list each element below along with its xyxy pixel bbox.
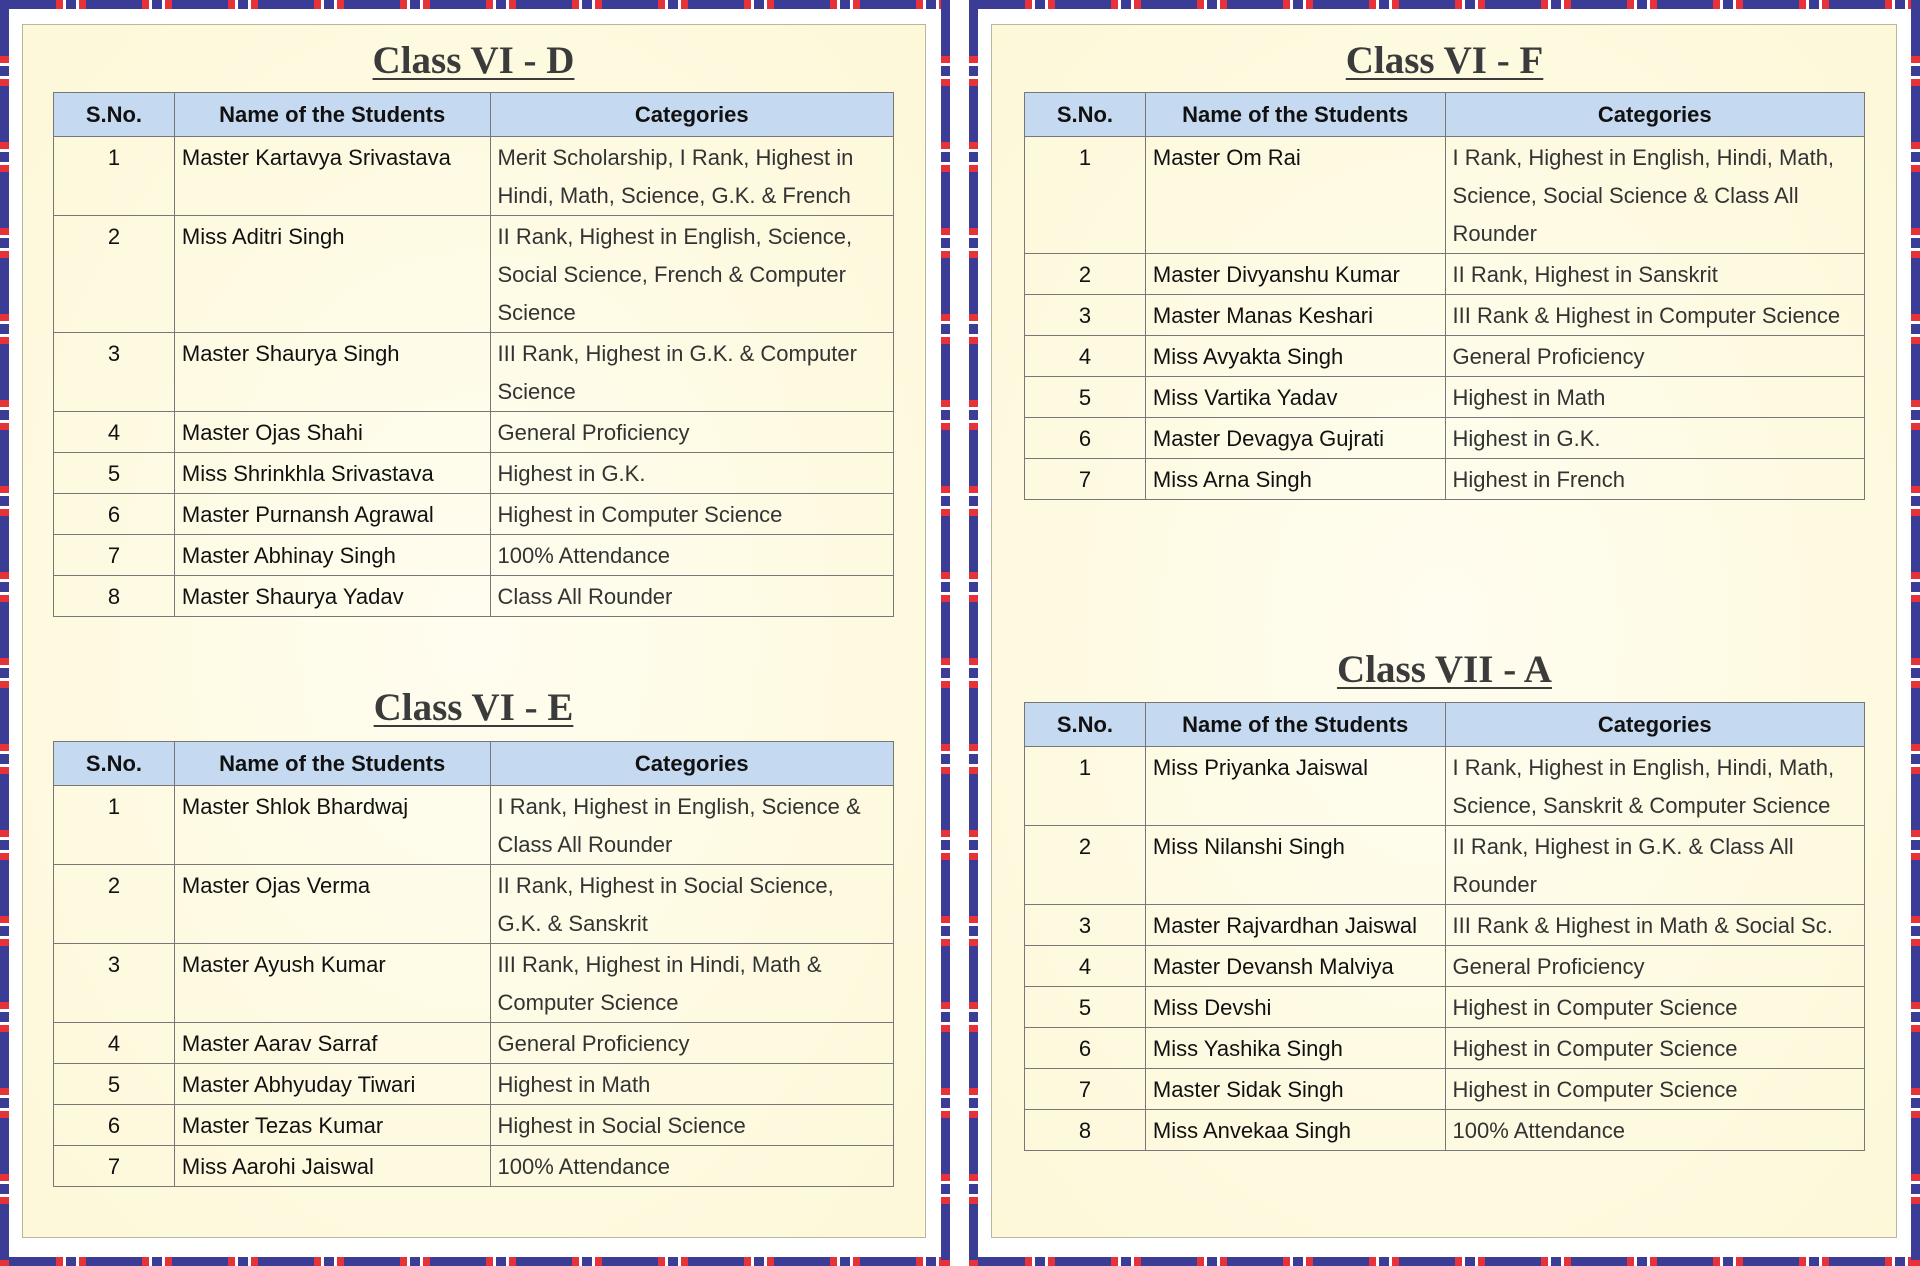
student-name: Master Purnansh Agrawal — [174, 494, 490, 535]
table-row — [1025, 418, 1865, 459]
table-row — [1025, 295, 1865, 336]
serial-number: 1 — [54, 786, 175, 865]
header-row — [1025, 703, 1865, 747]
table-row — [1025, 905, 1865, 946]
section-title: Class VI - D — [372, 39, 575, 82]
header-name: Name of the Students — [1145, 93, 1445, 137]
serial-number: 7 — [54, 535, 175, 576]
serial-number: 2 — [1025, 254, 1146, 295]
table-row — [1025, 946, 1865, 987]
serial-number: 1 — [54, 137, 175, 216]
header-name: Name of the Students — [1145, 703, 1445, 747]
table-row — [54, 944, 894, 1023]
border-top — [969, 0, 1920, 9]
categories: III Rank & Highest in Math & Social Sc. — [1445, 905, 1864, 946]
student-name: Miss Arna Singh — [1145, 459, 1445, 500]
table-row — [54, 786, 894, 865]
categories: II Rank, Highest in Social Science, G.K. & Sanskrit — [490, 865, 894, 944]
student-name: Miss Aditri Singh — [174, 216, 490, 333]
serial-number: 3 — [54, 333, 175, 412]
header-categories: Categories — [490, 93, 894, 137]
header-row — [54, 742, 894, 786]
border-right — [941, 0, 950, 1266]
student-name: Miss Shrinkhla Srivastava — [174, 453, 490, 494]
categories: III Rank, Highest in Hindi, Math & Computer Science — [490, 944, 894, 1023]
serial-number: 2 — [54, 216, 175, 333]
student-name: Master Aarav Sarraf — [174, 1023, 490, 1064]
header-row — [54, 93, 894, 137]
categories: Highest in French — [1445, 459, 1864, 500]
categories: II Rank, Highest in Sanskrit — [1445, 254, 1864, 295]
categories: I Rank, Highest in English, Science & Class All Rounder — [490, 786, 894, 865]
student-name: Miss Aarohi Jaiswal — [174, 1146, 490, 1187]
table-row — [54, 216, 894, 333]
serial-number: 2 — [54, 865, 175, 944]
student-name: Miss Priyanka Jaiswal — [1145, 747, 1445, 826]
categories: 100% Attendance — [1445, 1110, 1864, 1151]
student-name: Master Kartavya Srivastava — [174, 137, 490, 216]
categories: General Proficiency — [1445, 946, 1864, 987]
table-row — [1025, 747, 1865, 826]
students-table — [53, 741, 894, 1187]
table-row — [54, 535, 894, 576]
student-name: Miss Avyakta Singh — [1145, 336, 1445, 377]
student-name: Master Shaurya Yadav — [174, 576, 490, 617]
border-right — [1911, 0, 1920, 1266]
table-row — [1025, 1028, 1865, 1069]
border-bottom — [969, 1257, 1920, 1266]
table-row — [54, 453, 894, 494]
student-name: Master Manas Keshari — [1145, 295, 1445, 336]
student-name: Master Ayush Kumar — [174, 944, 490, 1023]
categories: Class All Rounder — [490, 576, 894, 617]
header-categories: Categories — [1445, 703, 1864, 747]
categories: Highest in Computer Science — [1445, 987, 1864, 1028]
serial-number: 7 — [1025, 459, 1146, 500]
header-name: Name of the Students — [174, 93, 490, 137]
student-name: Master Rajvardhan Jaiswal — [1145, 905, 1445, 946]
categories: Highest in Social Science — [490, 1105, 894, 1146]
student-name: Master Devagya Gujrati — [1145, 418, 1445, 459]
header-sno: S.No. — [1025, 703, 1146, 747]
categories: General Proficiency — [1445, 336, 1864, 377]
student-name: Master Ojas Shahi — [174, 412, 490, 453]
categories: Merit Scholarship, I Rank, Highest in Hindi, Math, Science, G.K. & French — [490, 137, 894, 216]
border-top — [0, 0, 950, 9]
table-row — [54, 576, 894, 617]
serial-number: 3 — [1025, 905, 1146, 946]
section-title: Class VII - A — [1337, 648, 1552, 691]
categories: II Rank, Highest in G.K. & Class All Rounder — [1445, 826, 1864, 905]
students-table — [1024, 92, 1865, 500]
table-row — [1025, 1110, 1865, 1151]
serial-number: 6 — [1025, 1028, 1146, 1069]
table-row — [54, 865, 894, 944]
categories: Highest in Computer Science — [490, 494, 894, 535]
categories: Highest in Math — [490, 1064, 894, 1105]
student-name: Master Divyanshu Kumar — [1145, 254, 1445, 295]
border-bottom — [0, 1257, 950, 1266]
categories: II Rank, Highest in English, Science, Social Science, French & Computer Science — [490, 216, 894, 333]
categories: Highest in Math — [1445, 377, 1864, 418]
student-name: Master Abhyuday Tiwari — [174, 1064, 490, 1105]
serial-number: 5 — [1025, 377, 1146, 418]
serial-number: 3 — [54, 944, 175, 1023]
table-row — [1025, 459, 1865, 500]
table-row — [54, 137, 894, 216]
categories: I Rank, Highest in English, Hindi, Math, Science, Sanskrit & Computer Science — [1445, 747, 1864, 826]
header-row — [1025, 93, 1865, 137]
table-row — [1025, 1069, 1865, 1110]
serial-number: 6 — [54, 1105, 175, 1146]
student-name: Miss Nilanshi Singh — [1145, 826, 1445, 905]
categories: General Proficiency — [490, 412, 894, 453]
header-categories: Categories — [1445, 93, 1864, 137]
categories: 100% Attendance — [490, 535, 894, 576]
serial-number: 8 — [1025, 1110, 1146, 1151]
serial-number: 1 — [1025, 137, 1146, 254]
table-row — [54, 412, 894, 453]
categories: Highest in Computer Science — [1445, 1028, 1864, 1069]
serial-number: 8 — [54, 576, 175, 617]
table-row — [54, 1023, 894, 1064]
serial-number: 4 — [54, 412, 175, 453]
table-row — [1025, 987, 1865, 1028]
student-name: Miss Vartika Yadav — [1145, 377, 1445, 418]
categories: I Rank, Highest in English, Hindi, Math, Science, Social Science & Class All Rounder — [1445, 137, 1864, 254]
header-sno: S.No. — [54, 742, 175, 786]
table-row — [54, 494, 894, 535]
header-categories: Categories — [490, 742, 894, 786]
serial-number: 4 — [1025, 336, 1146, 377]
table-row — [54, 1105, 894, 1146]
serial-number: 6 — [54, 494, 175, 535]
table-row — [1025, 254, 1865, 295]
categories: III Rank & Highest in Computer Science — [1445, 295, 1864, 336]
table-row — [1025, 336, 1865, 377]
section-title: Class VI - F — [1345, 39, 1544, 82]
header-sno: S.No. — [54, 93, 175, 137]
student-name: Master Abhinay Singh — [174, 535, 490, 576]
student-name: Master Tezas Kumar — [174, 1105, 490, 1146]
students-table — [53, 92, 894, 617]
student-name: Miss Devshi — [1145, 987, 1445, 1028]
categories: III Rank, Highest in G.K. & Computer Science — [490, 333, 894, 412]
serial-number: 3 — [1025, 295, 1146, 336]
serial-number: 1 — [1025, 747, 1146, 826]
table-row — [54, 1146, 894, 1187]
table-row — [54, 333, 894, 412]
table-row — [1025, 137, 1865, 254]
categories: Highest in Computer Science — [1445, 1069, 1864, 1110]
serial-number: 6 — [1025, 418, 1146, 459]
categories: Highest in G.K. — [490, 453, 894, 494]
table-row — [1025, 377, 1865, 418]
student-name: Master Devansh Malviya — [1145, 946, 1445, 987]
categories: General Proficiency — [490, 1023, 894, 1064]
serial-number: 5 — [54, 453, 175, 494]
student-name: Miss Anvekaa Singh — [1145, 1110, 1445, 1151]
categories: Highest in G.K. — [1445, 418, 1864, 459]
border-left — [0, 0, 9, 1266]
serial-number: 5 — [1025, 987, 1146, 1028]
students-table — [1024, 702, 1865, 1151]
serial-number: 7 — [54, 1146, 175, 1187]
student-name: Master Om Rai — [1145, 137, 1445, 254]
border-left — [969, 0, 978, 1266]
student-name: Master Sidak Singh — [1145, 1069, 1445, 1110]
section-title: Class VI - E — [373, 686, 574, 729]
serial-number: 5 — [54, 1064, 175, 1105]
header-name: Name of the Students — [174, 742, 490, 786]
student-name: Master Shaurya Singh — [174, 333, 490, 412]
student-name: Miss Yashika Singh — [1145, 1028, 1445, 1069]
categories: 100% Attendance — [490, 1146, 894, 1187]
table-row — [1025, 826, 1865, 905]
table-row — [54, 1064, 894, 1105]
serial-number: 4 — [1025, 946, 1146, 987]
serial-number: 7 — [1025, 1069, 1146, 1110]
serial-number: 2 — [1025, 826, 1146, 905]
serial-number: 4 — [54, 1023, 175, 1064]
student-name: Master Shlok Bhardwaj — [174, 786, 490, 865]
student-name: Master Ojas Verma — [174, 865, 490, 944]
header-sno: S.No. — [1025, 93, 1146, 137]
